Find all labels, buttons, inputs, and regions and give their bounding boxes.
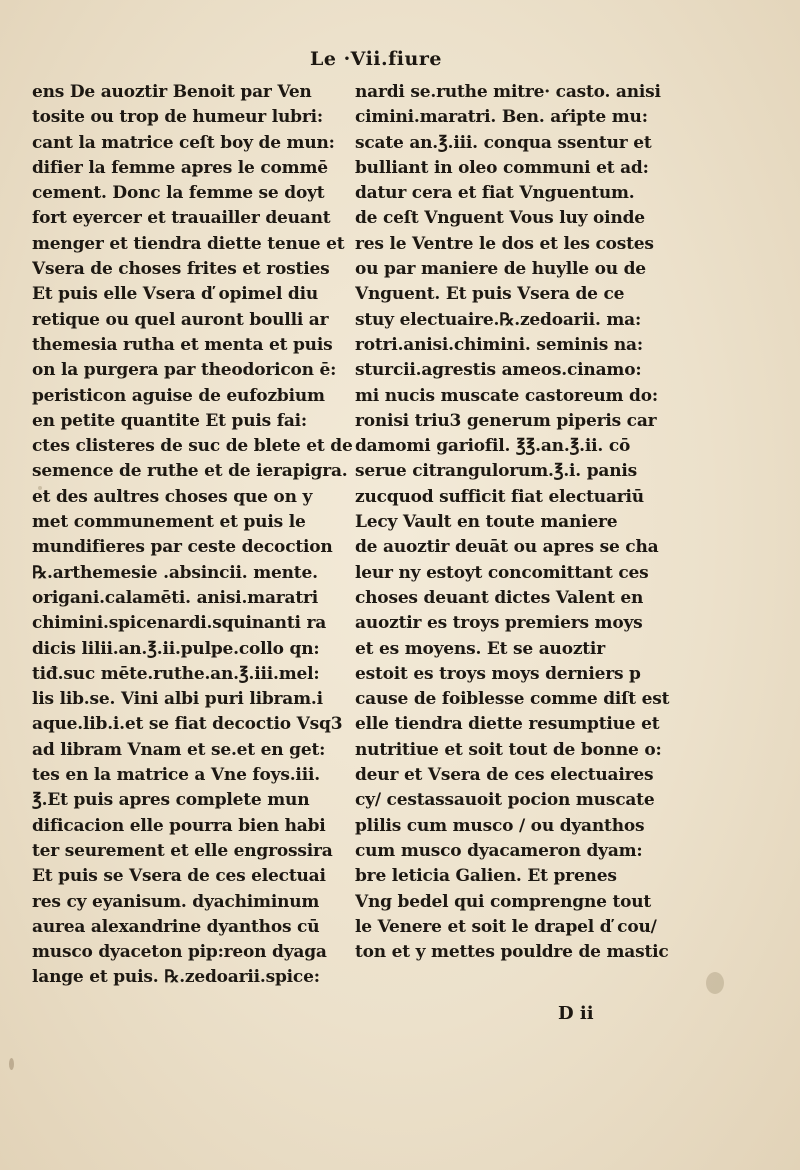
text-line: dificacion elle pourra bien habi [32,815,326,836]
text-line: serue citrangulorum.℥.i. panis [355,461,638,482]
ink-speck [706,972,724,994]
text-line: chimini.spicenardi.squinanti ra [32,613,327,634]
text-line: aque.lib.i.et se fiat decoctio Vsq3 [32,714,343,735]
text-line: mundifieres par ceste decoction [32,537,333,558]
text-line: damomi gariofil. ℥℥.an.℥.ii. cō [355,436,631,457]
text-line: ad libram Vnam et se.et en get: [32,739,326,760]
text-line: datur cera et fiat Vnguentum. [355,183,635,204]
running-head: Le ·Vii.fiure [310,48,442,70]
text-line: cimini.maratri. Ben. aŕipte mu: [355,107,648,128]
text-line: en petite quantite Et puis fai: [32,410,307,431]
text-line: et des aultres choses que on y [32,486,313,507]
text-line: scate an.℥.iii. conqua ssentur et [355,132,652,153]
ink-speck [9,1058,14,1070]
text-line: auoztir es troys premiers moys [355,613,643,634]
text-line: de ceſt Vnguent Vous luy oinde [355,208,645,229]
text-line: tosite ou trop de humeur lubri: [32,107,323,128]
text-line: lis lib.se. Vini albi puri libram.i [32,689,323,710]
text-line: cy/ cestassauoit pocion muscate [355,790,655,811]
text-line: Vnguent. Et puis Vsera de ce [355,284,625,305]
text-line: res cy eyanisum. dyachiminum [32,891,320,912]
text-line: cause de foiblesse comme diſt est [355,689,670,710]
text-line: nardi se.ruthe mitre· casto. anisi [355,82,661,102]
text-line: nutritiue et soit tout de bonne o: [355,739,662,760]
text-line: fort eyercer et trauailler deuant [32,208,331,229]
text-line: peristicon aguise de eufozbium [32,385,325,406]
text-line: res le Ventre le dos et les costes [355,233,654,254]
text-line: tes en la matrice a Vne foys.iii. [32,765,320,786]
text-line: leur ny estoyt concomittant ces [355,562,649,583]
text-line: deur et Vsera de ces electuaires [355,765,654,786]
text-line: difier la femme apres le commē [32,157,328,178]
text-line: cement. Donc la femme se doyt [32,183,325,204]
text-line: ℥.Et puis apres complete mun [32,790,310,811]
text-line: origani.calamēti. anisi.maratri [32,587,319,608]
left-text-column [32,80,367,991]
text-line: Lecy Vault en toute maniere [355,512,618,533]
text-line: de auoztir deuāt ou apres se cha [355,537,659,558]
text-line: Vsera de choses frites et rosties [32,259,330,280]
text-line: semence de ruthe et de ierapigra. [32,461,348,482]
text-line: ℞.arthemesie .absincii. mente. [32,562,318,583]
text-line: ou par maniere de huylle ou de [355,259,646,280]
text-line: Vng bedel qui comprengne tout [355,891,652,912]
text-line: Et puis se Vsera de ces electuai [32,866,326,887]
text-line: aurea alexandrine dyanthos cū [32,916,320,937]
text-line: plilis cum musco / ou dyanthos [355,815,645,836]
text-line: choses deuant dictes Valent en [355,587,644,608]
text-line: musco dyaceton pip:reon dyaga [32,942,327,963]
right-text-column [355,80,675,965]
text-line: cant la matrice ceſt boy de mun: [32,132,335,153]
text-line: sturcii.agrestis ameos.cinamo: [355,360,642,381]
text-line: cum musco dyacameron dyam: [355,840,643,861]
text-line: le Venere et soit le drapel ď cou/ [355,916,657,937]
text-line: tiđ.suc mēte.ruthe.an.℥.iii.mel: [32,663,320,684]
text-line: ter seurement et elle engrossira [32,840,333,861]
text-line: stuy electuaire.℞.zedoarii. ma: [355,309,642,330]
text-line: retique ou quel auront boulli ar [32,309,329,330]
text-line: zucquod sufficit fiat electuariū [355,486,644,507]
text-line: Et puis elle Vsera ď opimel diu [32,284,319,305]
text-line: et es moyens. Et se auoztir [355,638,605,659]
text-line: ctes clisteres de suc de blete et de [32,436,353,457]
text-line: bre leticia Galien. Et prenes [355,866,617,887]
text-line: ton et y mettes pouldre de mastic [355,942,669,963]
text-line: mi nucis muscate castoreum do: [355,385,658,406]
text-line: bulliant in oleo communi et ad: [355,157,649,178]
text-line: themesia rutha et menta et puis [32,334,333,355]
text-line: on la purgera par theodoricon ē: [32,360,337,381]
text-line: dicis lilii.an.℥.ii.pulpe.collo qn: [32,638,320,659]
text-line: rotri.anisi.chimini. seminis na: [355,334,643,355]
signature-mark: D ii [558,1003,594,1024]
text-line: met communement et puis le [32,512,306,533]
text-line: estoit es troys moys derniers p [355,663,641,684]
text-line: ens De auoztir Benoit par Ven [32,82,312,102]
text-line: lange et puis. ℞.zedoarii.spice: [32,967,320,988]
text-line: elle tiendra diette resumptiue et [355,714,660,735]
text-line: menger et tiendra diette tenue et [32,233,345,254]
ink-speck [38,486,42,490]
text-line: ronisi triu3 generum piperis car [355,410,657,431]
